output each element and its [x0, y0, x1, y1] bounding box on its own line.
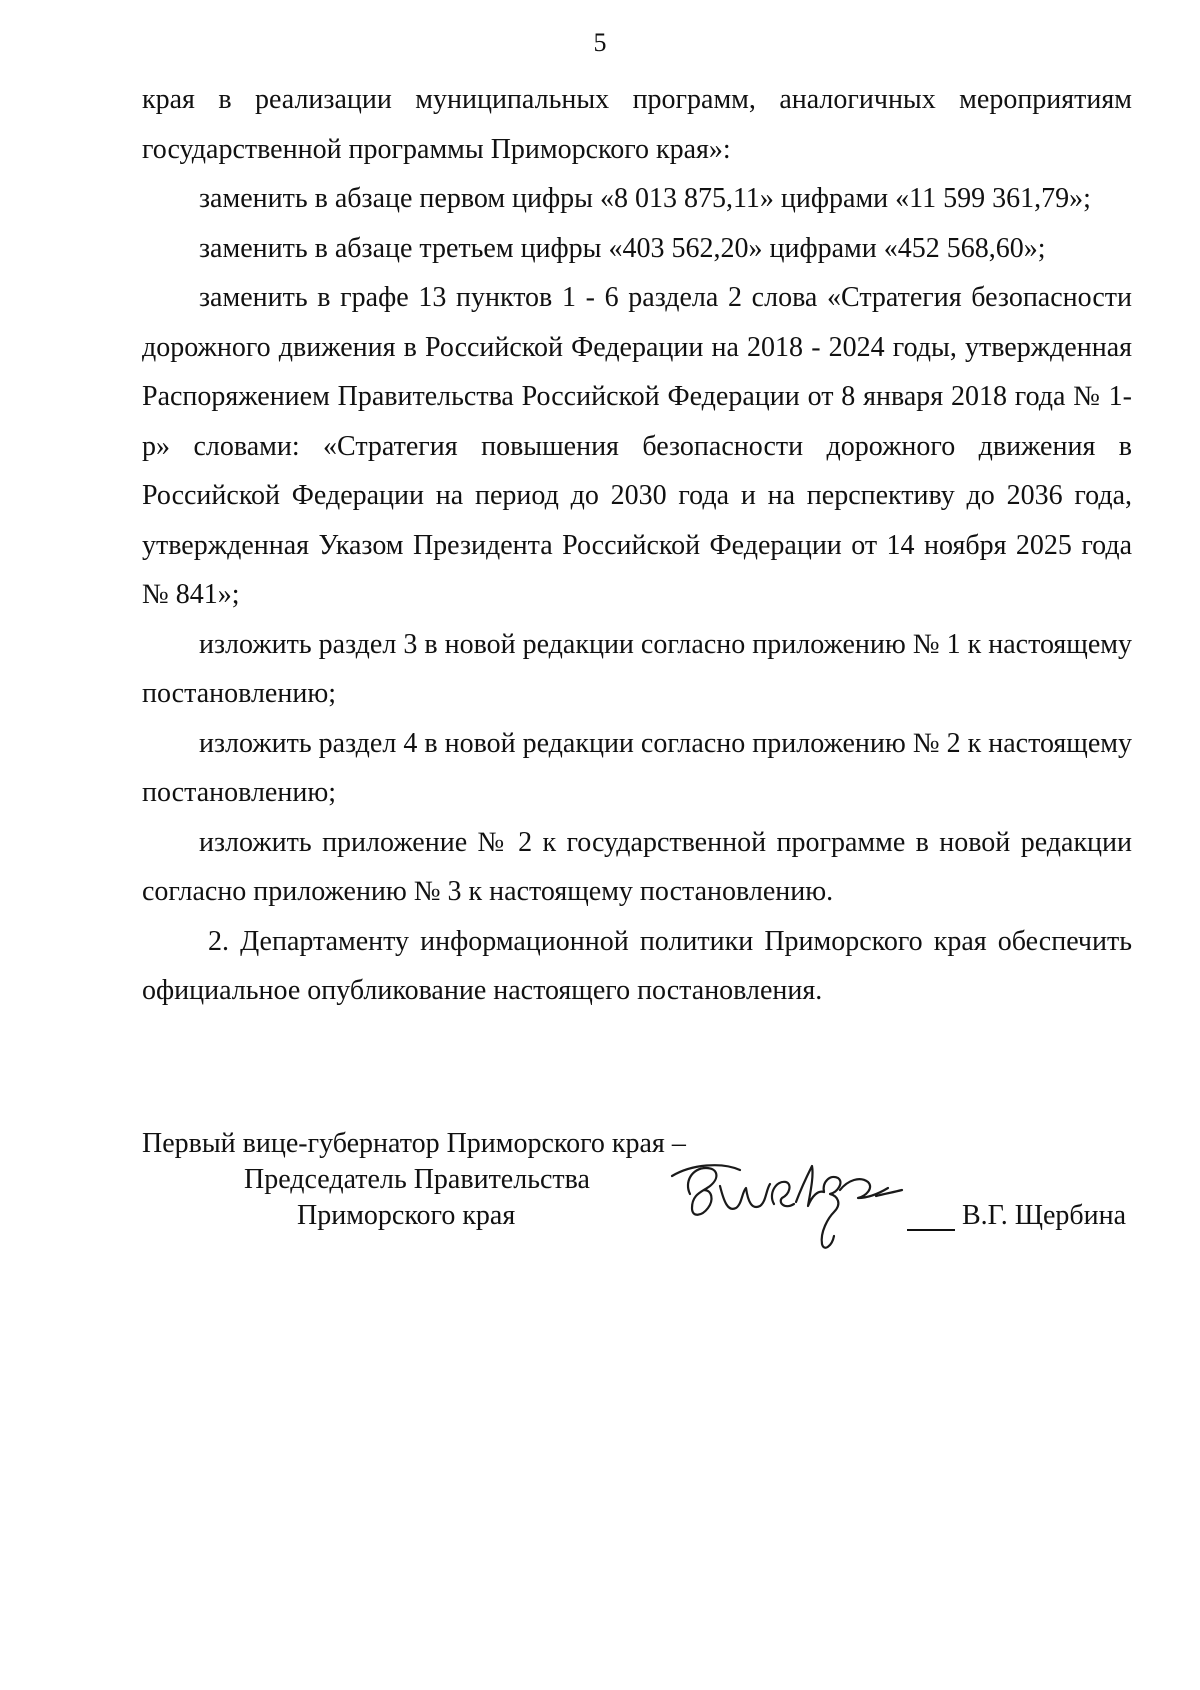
paragraph-amendment-5: изложить раздел 4 в новой редакции согласно приложению № 2 к настоящему постановлению; — [142, 727, 1132, 808]
signatory-title-line-3: Приморского края — [297, 1200, 516, 1231]
paragraph-amendment-3: заменить в графе 13 пунктов 1 - 6 раздела 2 слова «Стратегия безопасности дорожного движения в Российской Федерации на 2018 - 2024 годы, утвержденная Распоряжением Правительства Российской Федерации от 8 января 2018 года № 1-р» словами: «Стратегия повышения безопасности дорожного движения в Российской Федерации на период до 2030 года и на перспективу до 2036 года, утвержденная Указом Президента Российской Федерации от 14 ноября 2025 года № 841»; — [142, 282, 1132, 610]
signatory-name: В.Г. Щербина — [962, 1200, 1127, 1231]
signatory-title-line-2: Председатель Правительства — [244, 1164, 590, 1195]
signature-block — [142, 1126, 1132, 1256]
paragraph-continuation: края в реализации муниципальных программ, аналогичных мероприятиям государственной программы Приморского края»: — [142, 84, 1132, 165]
document-body — [142, 75, 1132, 1016]
signature-dash — [907, 1229, 955, 1231]
page-number: 5 — [593, 28, 607, 57]
paragraph-amendment-4: изложить раздел 3 в новой редакции согласно приложению № 1 к настоящему постановлению; — [142, 628, 1132, 709]
handwritten-signature — [662, 1146, 907, 1256]
paragraph-amendment-2: заменить в абзаце третьем цифры «403 562,20» цифрами «452 568,60»; — [199, 232, 1046, 264]
paragraph-amendment-6: изложить приложение № 2 к государственной программе в новой редакции согласно приложению № 3 к настоящему постановлению. — [142, 826, 1132, 907]
paragraph-item-2: 2. Департаменту информационной политики Приморского края обеспечить официальное опубликование настоящего постановления. — [142, 925, 1132, 1006]
paragraph-amendment-1: заменить в абзаце первом цифры «8 013 875,11» цифрами «11 599 361,79»; — [199, 183, 1091, 214]
signatory-title-line-1: Первый вице-губернатор Приморского края – — [142, 1128, 686, 1159]
